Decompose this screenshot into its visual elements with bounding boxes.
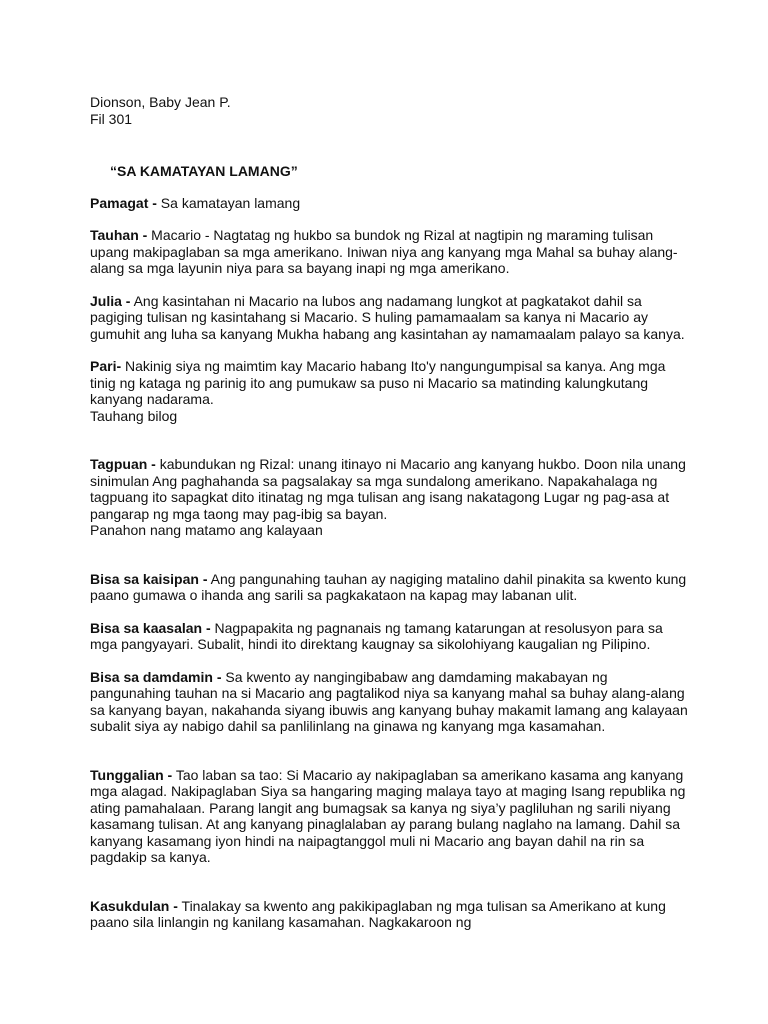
document-title: “SA KAMATAYAN LAMANG” — [110, 163, 298, 179]
document-body — [90, 94, 690, 931]
section-text: Sa kamatayan lamang — [156, 194, 301, 211]
section-label: Pamagat - — [90, 194, 157, 211]
section-pamagat — [90, 195, 690, 212]
section-label: Tauhan - — [90, 227, 148, 243]
section-pari-note: Tauhang bilog — [90, 407, 178, 424]
section-label: Julia - — [90, 292, 131, 309]
section-text: Nakinig siya ng maimtim kay Macario habang Ito'y nangungumpisal sa kanya. Ang mga tinig ng kataga ng parinig ito ang pumukaw sa puso ni Macario sa matinding kalungkutang kanyang nadarama. — [90, 358, 666, 407]
section-text: Macario - Nagtatag ng hukbo sa bundok ng Rizal at nagtipin ng maraming tulisan upang makipaglaban sa mga amerikano. Iniwan niya ang kanyang mga Mahal sa buhay alang-alang sa mga layunin niya para sa bayang inapi ng mga amerikano. — [90, 227, 678, 276]
section-text: Sa kwento ay nangingibabaw ang damdaming makabayan ng pangunahing tauhan na si Macario ang pagtalikod niya sa kanyang mahal sa buhay alang-alang sa kanyang bayan, nakahanda siyang ibuwis ang kanyang buhay makamit lamang ang kalayaan subalit siya ay nabigo dahil sa panlilinlang na ginawa ng kanyang mga kasamahan. — [90, 668, 688, 734]
section-tagpuan — [90, 456, 690, 522]
section-text: kabundukan ng Rizal: unang itinayo ni Macario ang kanyang hukbo. Doon nila unang sinimulan Ang paghahanda sa pagsalakay sa mga sundalong amerikano. Napakahalaga ng tagpuang ito sapagkat dito itinatag ng mga tulisan ang isang nakatagong Lugar ng pag-asa at pangarap ng mga taong may pag-ibig sa bayan. — [90, 456, 686, 522]
section-tauhan — [90, 227, 690, 277]
section-text: Ang pangunahing tauhan ay nagiging matalino dahil pinakita sa kwento kung paano gumawa o ihanda ang sarili sa pagkakataon na kapag may labanan ulit. — [90, 570, 687, 603]
section-text: Tao laban sa tao: Si Macario ay nakipaglaban sa amerikano kasama ang kanyang mga alagad. Nakipaglaban Siya sa hangaring maging malaya tayo at maging Isang republika ng ating pamahalaan. Parang langit ang bumagsak sa kanya ng siya’y pagliluhan ng sarili niyang kasamang tulisan. At ang kanyang pinaglalaban ay parang bulang naglaho na lamang. Dahil sa kanyang kasamang iyon hindi na naipagtanggol muli ni Macario ang bayan dahil na rin sa pagdakip sa kanya. — [90, 766, 686, 865]
author-name: Dionson, Baby Jean P. — [90, 94, 231, 110]
section-pari — [90, 358, 690, 408]
course-code: Fil 301 — [90, 110, 133, 127]
section-tunggalian — [90, 767, 690, 866]
section-label: Tagpuan - — [90, 456, 156, 472]
section-bisa-kaisipan — [90, 571, 690, 604]
section-label: Tunggalian - — [90, 766, 173, 783]
section-label: Bisa sa damdamin - — [90, 668, 222, 685]
section-label: Pari- — [90, 358, 122, 374]
section-label: Bisa sa kaisipan - — [90, 570, 208, 587]
section-text: Nagpapakita ng pagnanais ng tamang katarungan at resolusyon para sa mga pangyayari. Subalit, hindi ito direktang kaugnay sa sikolohiyang kaugalian ng Pilipino. — [90, 619, 663, 652]
section-label: Kasukdulan - — [90, 897, 178, 914]
section-label: Bisa sa kaasalan - — [90, 619, 211, 636]
section-text: Ang kasintahan ni Macario na lubos ang nadamang lungkot at pagkatakot dahil sa pagiging tulisan ng kasintahang si Macario. S huling pamamaalam sa kanya ni Macario ay gumuhit ang luha sa kanyang Mukha habang ang kasintahan ay namamaalam palayo sa kanya. — [90, 292, 685, 342]
section-bisa-kaasalan — [90, 620, 690, 653]
section-kasukdulan — [90, 898, 690, 931]
section-julia — [90, 293, 690, 343]
section-text: Tinalakay sa kwento ang pakikipaglaban ng mga tulisan sa Amerikano at kung paano sila linlangin ng kanilang kasamahan. Nagkakaroon ng — [90, 897, 666, 930]
section-bisa-damdamin — [90, 669, 690, 735]
section-tagpuan-note: Panahon nang matamo ang kalayaan — [90, 522, 323, 538]
